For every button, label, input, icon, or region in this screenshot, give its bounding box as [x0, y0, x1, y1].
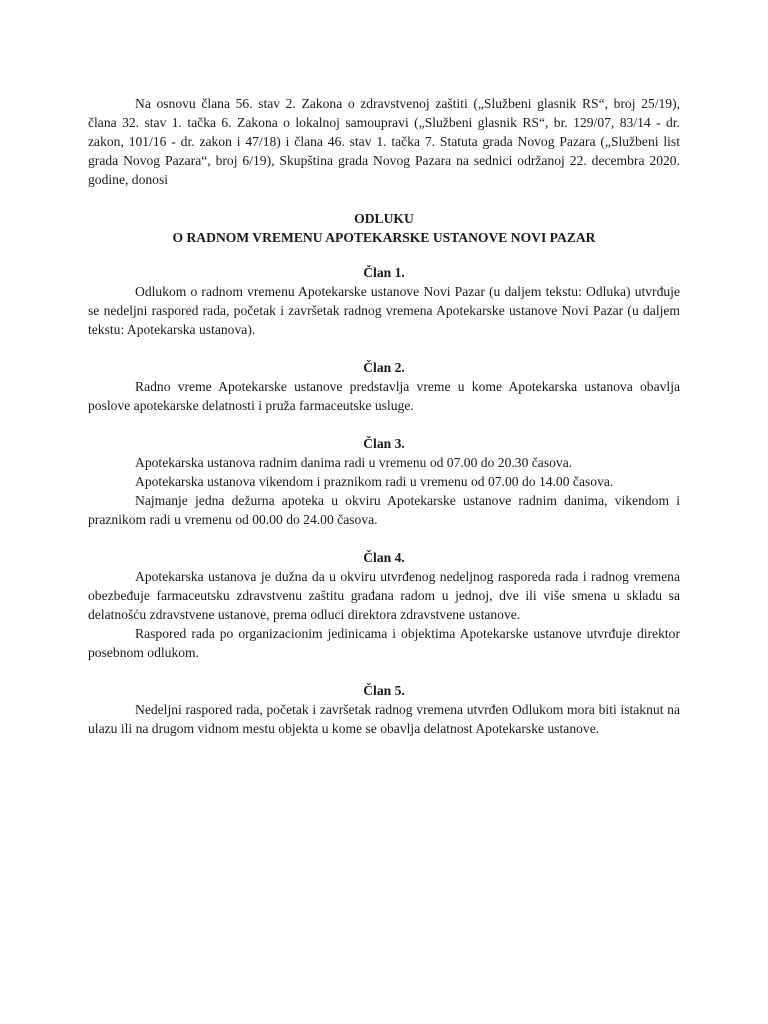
- title-line-1: ODLUKU: [354, 211, 414, 226]
- article-5-heading: Član 5.: [363, 683, 405, 698]
- article-4-heading: Član 4.: [363, 550, 405, 565]
- document-page: [88, 94, 680, 738]
- article-3-paragraph-1: Apotekarska ustanova radnim danima radi u vremenu od 07.00 do 20.30 časova.: [135, 455, 573, 470]
- title-line-2: O RADNOM VREMENU APOTEKARSKE USTANOVE NOVI PAZAR: [172, 230, 596, 245]
- article-3-paragraph-3: Najmanje jedna dežurna apoteka u okviru Apotekarske ustanove radnim danima, vikendom i praznikom radi u vremenu od 00.00 do 24.00 časova.: [88, 493, 680, 527]
- article-2-heading: Član 2.: [363, 360, 405, 375]
- article-4-paragraph-1: Apotekarska ustanova je dužna da u okviru utvrđenog nedeljnog rasporeda rada i radnog vremena obezbeđuje farmaceutsku zdravstvenu zaštitu građana radom u jednoj, dve ili više smena u skladu sa delatnošću zdravstvene ustanove, prema odluci direktora zdravstvene ustanove.: [88, 569, 680, 622]
- article-4-paragraph-2: Raspored rada po organizacionim jedinicama i objektima Apotekarske ustanove utvrđuje direktor posebnom odlukom.: [88, 626, 680, 660]
- document-title: [88, 209, 680, 247]
- article-3-heading: Član 3.: [363, 436, 405, 451]
- preamble-paragraph: Na osnovu člana 56. stav 2. Zakona o zdravstvenoj zaštiti („Službeni glasnik RS“, broj 25/19), člana 32. stav 1. tačka 6. Zakona o lokalnoj samoupravi („Službeni glasnik RS“, br. 129/07, 83/14 - dr. zakon, 101/16 - dr. zakon i 47/18) i člana 46. stav 1. tačka 7. Statuta grada Novog Pazara („Službeni list grada Novog Pazara“, broj 6/19), Skupština grada Novog Pazara na sednici održanoj 22. decembra 2020. godine, donosi: [88, 96, 680, 187]
- article-5-paragraph-1: Nedeljni raspored rada, početak i završetak radnog vremena utvrđen Odlukom mora biti istaknut na ulazu ili na drugom vidnom mestu objekta u kome se obavlja delatnost Apotekarske ustanove.: [88, 702, 680, 736]
- article-1-heading: Član 1.: [363, 265, 405, 280]
- article-3-paragraph-2: Apotekarska ustanova vikendom i praznikom radi u vremenu od 07.00 do 14.00 časova.: [135, 474, 614, 489]
- article-2-paragraph-1: Radno vreme Apotekarske ustanove predstavlja vreme u kome Apotekarska ustanova obavlja poslove apotekarske delatnosti i pruža farmaceutske usluge.: [88, 379, 680, 413]
- article-1-paragraph-1: Odlukom o radnom vremenu Apotekarske ustanove Novi Pazar (u daljem tekstu: Odluka) utvrđuje se nedeljni raspored rada, početak i završetak radnog vremena Apotekarske ustanove Novi Pazar (u daljem tekstu: Apotekarska ustanova).: [88, 284, 680, 337]
